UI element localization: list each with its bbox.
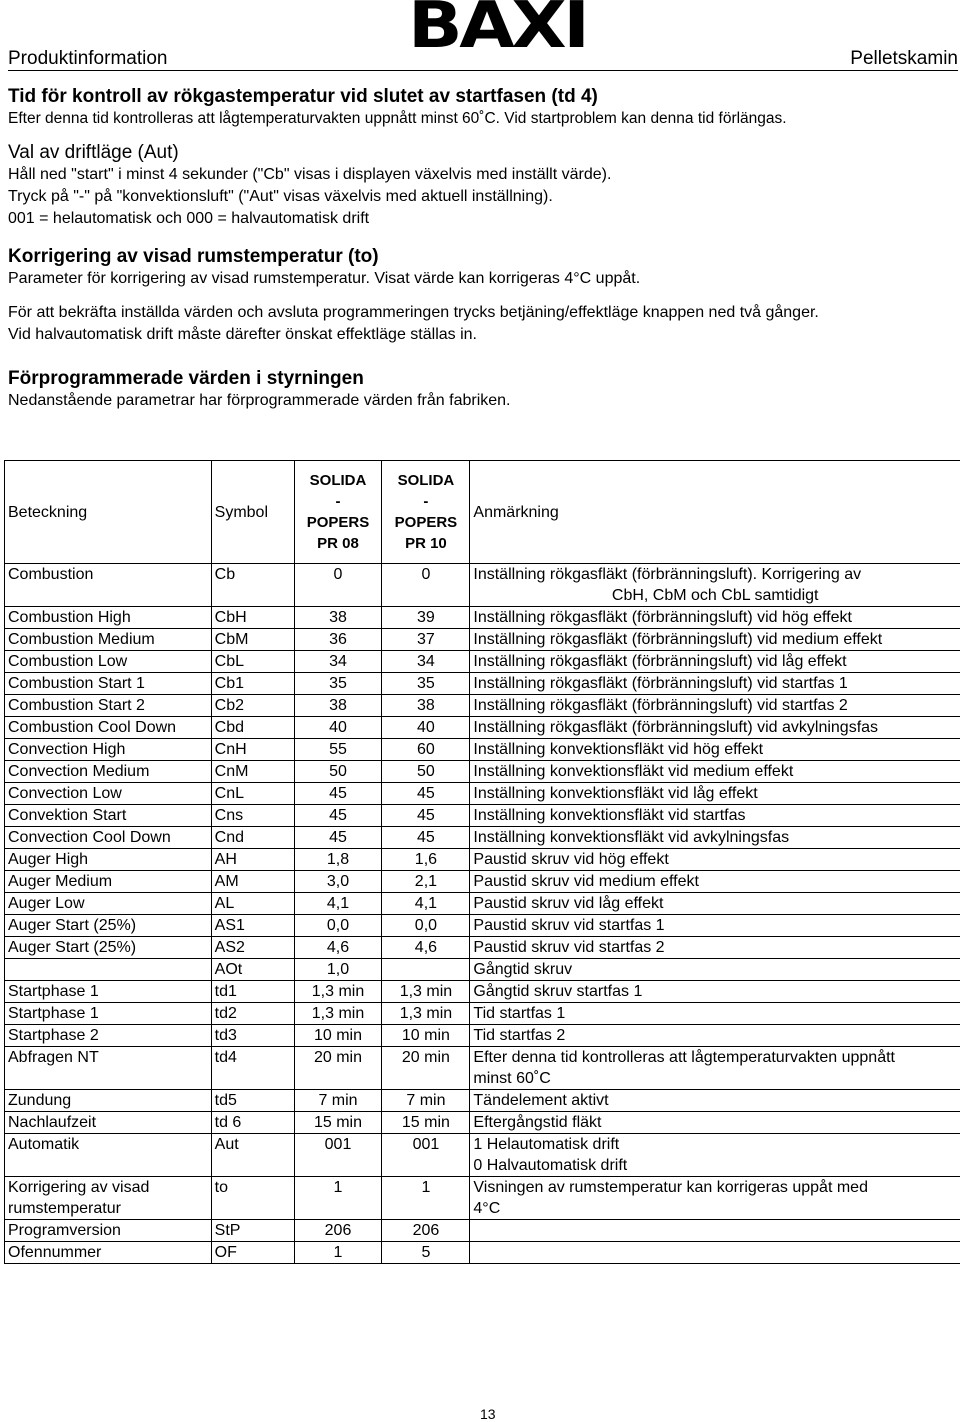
cell-pr10: 0: [382, 564, 470, 607]
table-row: [5, 739, 960, 761]
cell-symbol: OF: [211, 1242, 294, 1264]
cell-pr10: 45: [382, 827, 470, 849]
cell-pr10: 60: [382, 739, 470, 761]
cell-pr08: 38: [294, 695, 382, 717]
cell-pr08: 50: [294, 761, 382, 783]
table-row: [5, 893, 960, 915]
table-row: [5, 673, 960, 695]
cell-pr10: 38: [382, 695, 470, 717]
cell-pr10: 001: [382, 1134, 470, 1177]
cell-pr10: 7 min: [382, 1090, 470, 1112]
cell-symbol: Cb: [211, 564, 294, 607]
cell-note: 1 Helautomatisk drift 0 Halvautomatisk drift: [470, 1134, 960, 1177]
cell-note: Inställning konvektionsfläkt vid medium effekt: [470, 761, 960, 783]
cell-note: Inställning konvektionsfläkt vid hög effekt: [470, 739, 960, 761]
cell-name: Startphase 1: [5, 981, 212, 1003]
cell-name: Combustion: [5, 564, 212, 607]
table-row: [5, 783, 960, 805]
cell-name: Combustion Low: [5, 651, 212, 673]
cell-symbol: AS1: [211, 915, 294, 937]
cell-note: Tid startfas 2: [470, 1025, 960, 1047]
cell-name: Programversion: [5, 1220, 212, 1242]
cell-name: Nachlaufzeit: [5, 1112, 212, 1134]
cell-pr08: 20 min: [294, 1047, 382, 1090]
cell-pr10: 0,0: [382, 915, 470, 937]
table-row: [5, 849, 960, 871]
cell-symbol: Aut: [211, 1134, 294, 1177]
cell-name: Startphase 1: [5, 1003, 212, 1025]
cell-pr08: 206: [294, 1220, 382, 1242]
col-header-note: Anmärkning: [470, 461, 960, 564]
table-body: [5, 564, 960, 1264]
cell-pr08: 40: [294, 717, 382, 739]
cell-name: Combustion Medium: [5, 629, 212, 651]
td4-text: Efter denna tid kontrolleras att lågtemperaturvakten uppnått minst 60˚C. Vid startproblem kan denna tid förlängas.: [8, 110, 787, 127]
cell-symbol: CnH: [211, 739, 294, 761]
cell-name: Ofennummer: [5, 1242, 212, 1264]
cell-note: Inställning rökgasfläkt (förbränningsluft) vid medium effekt: [470, 629, 960, 651]
table-row: [5, 805, 960, 827]
cell-symbol: td5: [211, 1090, 294, 1112]
cell-pr08: 36: [294, 629, 382, 651]
cell-pr08: 38: [294, 607, 382, 629]
table-row: [5, 981, 960, 1003]
cell-name: Auger Low: [5, 893, 212, 915]
cell-symbol: AOt: [211, 959, 294, 981]
confirm-line-2: Vid halvautomatisk drift måste därefter önskat effektläge ställas in.: [8, 326, 477, 343]
cell-name: Convektion Start: [5, 805, 212, 827]
aut-title: Val av driftläge (Aut): [8, 142, 179, 163]
cell-symbol: td1: [211, 981, 294, 1003]
cell-symbol: CnL: [211, 783, 294, 805]
cell-note: Inställning rökgasfläkt (förbränningsluft) vid avkylningsfas: [470, 717, 960, 739]
cell-note: Inställning konvektionsfläkt vid avkylningsfas: [470, 827, 960, 849]
cell-pr10: 1,3 min: [382, 981, 470, 1003]
cell-name: Auger High: [5, 849, 212, 871]
col-header-name: Beteckning: [5, 461, 212, 564]
table-row: [5, 871, 960, 893]
cell-pr08: 0,0: [294, 915, 382, 937]
table-row: [5, 607, 960, 629]
table-row: [5, 827, 960, 849]
table-row: [5, 937, 960, 959]
cell-pr08: 4,1: [294, 893, 382, 915]
cell-pr08: 45: [294, 783, 382, 805]
cell-note: Inställning konvektionsfläkt vid låg effekt: [470, 783, 960, 805]
cell-pr08: 7 min: [294, 1090, 382, 1112]
parameter-table: [4, 460, 960, 1264]
page-header: [8, 0, 958, 71]
cell-pr08: 1,0: [294, 959, 382, 981]
aut-line-2: Tryck på "-" på "konvektionsluft" ("Aut" visas växelvis med aktuell inställning).: [8, 188, 553, 205]
cell-name: Convection Medium: [5, 761, 212, 783]
cell-note: Inställning rökgasfläkt (förbränningsluft) vid startfas 1: [470, 673, 960, 695]
page-number: 13: [480, 1406, 496, 1422]
cell-pr10: 45: [382, 783, 470, 805]
cell-pr10: 5: [382, 1242, 470, 1264]
cell-note: Inställning rökgasfläkt (förbränningsluft) vid hög effekt: [470, 607, 960, 629]
cell-symbol: StP: [211, 1220, 294, 1242]
preset-text: Nedanstående parametrar har förprogrammerade värden från fabriken.: [8, 392, 511, 409]
table-row: [5, 1025, 960, 1047]
table-row: [5, 1112, 960, 1134]
td4-title: Tid för kontroll av rökgastemperatur vid slutet av startfasen (td 4): [8, 86, 598, 107]
cell-symbol: CbH: [211, 607, 294, 629]
cell-symbol: Cb2: [211, 695, 294, 717]
cell-pr08: 15 min: [294, 1112, 382, 1134]
cell-note: Inställning rökgasfläkt (förbränningsluft). Korrigering av CbH, CbM och CbL samtidigt: [470, 564, 960, 607]
cell-pr10: 37: [382, 629, 470, 651]
cell-pr10: [382, 959, 470, 981]
table-row: [5, 717, 960, 739]
cell-symbol: td4: [211, 1047, 294, 1090]
table-row: [5, 1134, 960, 1177]
cell-note: [470, 1220, 960, 1242]
table-row: [5, 1242, 960, 1264]
document-body: [8, 86, 958, 412]
cell-pr10: 39: [382, 607, 470, 629]
cell-pr08: 45: [294, 827, 382, 849]
cell-name: Auger Medium: [5, 871, 212, 893]
cell-pr08: 1,3 min: [294, 981, 382, 1003]
baxi-logo: BAXI: [408, 0, 587, 63]
cell-symbol: AH: [211, 849, 294, 871]
cell-pr08: 10 min: [294, 1025, 382, 1047]
cell-name: Korrigering av visad rumstemperatur: [5, 1177, 212, 1220]
cell-symbol: td2: [211, 1003, 294, 1025]
cell-pr10: 45: [382, 805, 470, 827]
cell-pr10: 34: [382, 651, 470, 673]
cell-pr10: 40: [382, 717, 470, 739]
cell-pr10: 1,3 min: [382, 1003, 470, 1025]
table-row: [5, 761, 960, 783]
cell-note: Paustid skruv vid medium effekt: [470, 871, 960, 893]
cell-name: Startphase 2: [5, 1025, 212, 1047]
cell-name: Combustion Start 2: [5, 695, 212, 717]
cell-name: Combustion Cool Down: [5, 717, 212, 739]
cell-pr08: 4,6: [294, 937, 382, 959]
cell-name: Combustion Start 1: [5, 673, 212, 695]
cell-pr10: 4,6: [382, 937, 470, 959]
cell-symbol: AS2: [211, 937, 294, 959]
cell-symbol: AM: [211, 871, 294, 893]
cell-note: [470, 1242, 960, 1264]
cell-pr08: 1,8: [294, 849, 382, 871]
cell-name: Zundung: [5, 1090, 212, 1112]
cell-symbol: td 6: [211, 1112, 294, 1134]
aut-line-1: Håll ned "start" i minst 4 sekunder ("Cb" visas i displayen växelvis med inställt värde).: [8, 166, 612, 183]
cell-pr08: 001: [294, 1134, 382, 1177]
cell-name: Automatik: [5, 1134, 212, 1177]
cell-pr10: 1: [382, 1177, 470, 1220]
table-row: [5, 695, 960, 717]
cell-note: Tändelement aktivt: [470, 1090, 960, 1112]
cell-pr08: 55: [294, 739, 382, 761]
table-row: [5, 651, 960, 673]
cell-note: Inställning rökgasfläkt (förbränningsluft) vid låg effekt: [470, 651, 960, 673]
cell-name: Convection High: [5, 739, 212, 761]
cell-pr08: 1: [294, 1177, 382, 1220]
cell-pr08: 35: [294, 673, 382, 695]
cell-pr10: 2,1: [382, 871, 470, 893]
cell-pr10: 10 min: [382, 1025, 470, 1047]
cell-note: Gångtid skruv startfas 1: [470, 981, 960, 1003]
cell-pr10: 4,1: [382, 893, 470, 915]
table-row: [5, 629, 960, 651]
cell-note: Visningen av rumstemperatur kan korrigeras uppåt med 4°C: [470, 1177, 960, 1220]
cell-note: Eftergångstid fläkt: [470, 1112, 960, 1134]
table-row: [5, 1003, 960, 1025]
cell-pr10: 50: [382, 761, 470, 783]
cell-note: Paustid skruv vid låg effekt: [470, 893, 960, 915]
cell-symbol: AL: [211, 893, 294, 915]
cell-name: [5, 959, 212, 981]
cell-pr10: 20 min: [382, 1047, 470, 1090]
cell-name: Convection Cool Down: [5, 827, 212, 849]
cell-name: Auger Start (25%): [5, 915, 212, 937]
cell-pr10: 206: [382, 1220, 470, 1242]
cell-note: Paustid skruv vid hög effekt: [470, 849, 960, 871]
confirm-line-1: För att bekräfta inställda värden och avsluta programmeringen trycks betjäning/effektläge knappen ned två gånger.: [8, 304, 819, 321]
cell-pr08: 34: [294, 651, 382, 673]
table-row: [5, 1047, 960, 1090]
preset-title: Förprogrammerade värden i styrningen: [8, 368, 364, 389]
table-row: [5, 1220, 960, 1242]
cell-pr08: 1: [294, 1242, 382, 1264]
cell-name: Auger Start (25%): [5, 937, 212, 959]
cell-name: Convection Low: [5, 783, 212, 805]
cell-name: Combustion High: [5, 607, 212, 629]
header-left: Produktinformation: [8, 48, 168, 69]
cell-note: Paustid skruv vid startfas 2: [470, 937, 960, 959]
cell-pr08: 1,3 min: [294, 1003, 382, 1025]
cell-symbol: Cns: [211, 805, 294, 827]
table-row: [5, 564, 960, 607]
table-row: [5, 1177, 960, 1220]
to-text: Parameter för korrigering av visad rumstemperatur. Visat värde kan korrigeras 4°C uppåt.: [8, 270, 641, 287]
cell-symbol: CbM: [211, 629, 294, 651]
cell-pr10: 1,6: [382, 849, 470, 871]
col-header-symbol: Symbol: [211, 461, 294, 564]
table-header-row: [5, 461, 960, 564]
table-row: [5, 915, 960, 937]
aut-line-3: 001 = helautomatisk och 000 = halvautomatisk drift: [8, 210, 370, 227]
cell-symbol: Cb1: [211, 673, 294, 695]
cell-note: Tid startfas 1: [470, 1003, 960, 1025]
cell-symbol: CnM: [211, 761, 294, 783]
to-title: Korrigering av visad rumstemperatur (to): [8, 246, 379, 267]
col-header-pr08: SOLIDA - POPERS PR 08: [294, 461, 382, 564]
cell-note: Efter denna tid kontrolleras att lågtemperaturvakten uppnått minst 60˚C: [470, 1047, 960, 1090]
cell-pr08: 45: [294, 805, 382, 827]
cell-note: Inställning konvektionsfläkt vid startfas: [470, 805, 960, 827]
cell-note: Inställning rökgasfläkt (förbränningsluft) vid startfas 2: [470, 695, 960, 717]
table-row: [5, 959, 960, 981]
cell-pr08: 0: [294, 564, 382, 607]
cell-pr08: 3,0: [294, 871, 382, 893]
cell-symbol: Cnd: [211, 827, 294, 849]
cell-pr10: 15 min: [382, 1112, 470, 1134]
cell-note: Gångtid skruv: [470, 959, 960, 981]
cell-symbol: CbL: [211, 651, 294, 673]
cell-pr10: 35: [382, 673, 470, 695]
cell-symbol: td3: [211, 1025, 294, 1047]
cell-symbol: Cbd: [211, 717, 294, 739]
table-row: [5, 1090, 960, 1112]
cell-name: Abfragen NT: [5, 1047, 212, 1090]
header-right: Pelletskamin: [850, 48, 958, 69]
col-header-pr10: SOLIDA - POPERS PR 10: [382, 461, 470, 564]
cell-note: Paustid skruv vid startfas 1: [470, 915, 960, 937]
cell-symbol: to: [211, 1177, 294, 1220]
